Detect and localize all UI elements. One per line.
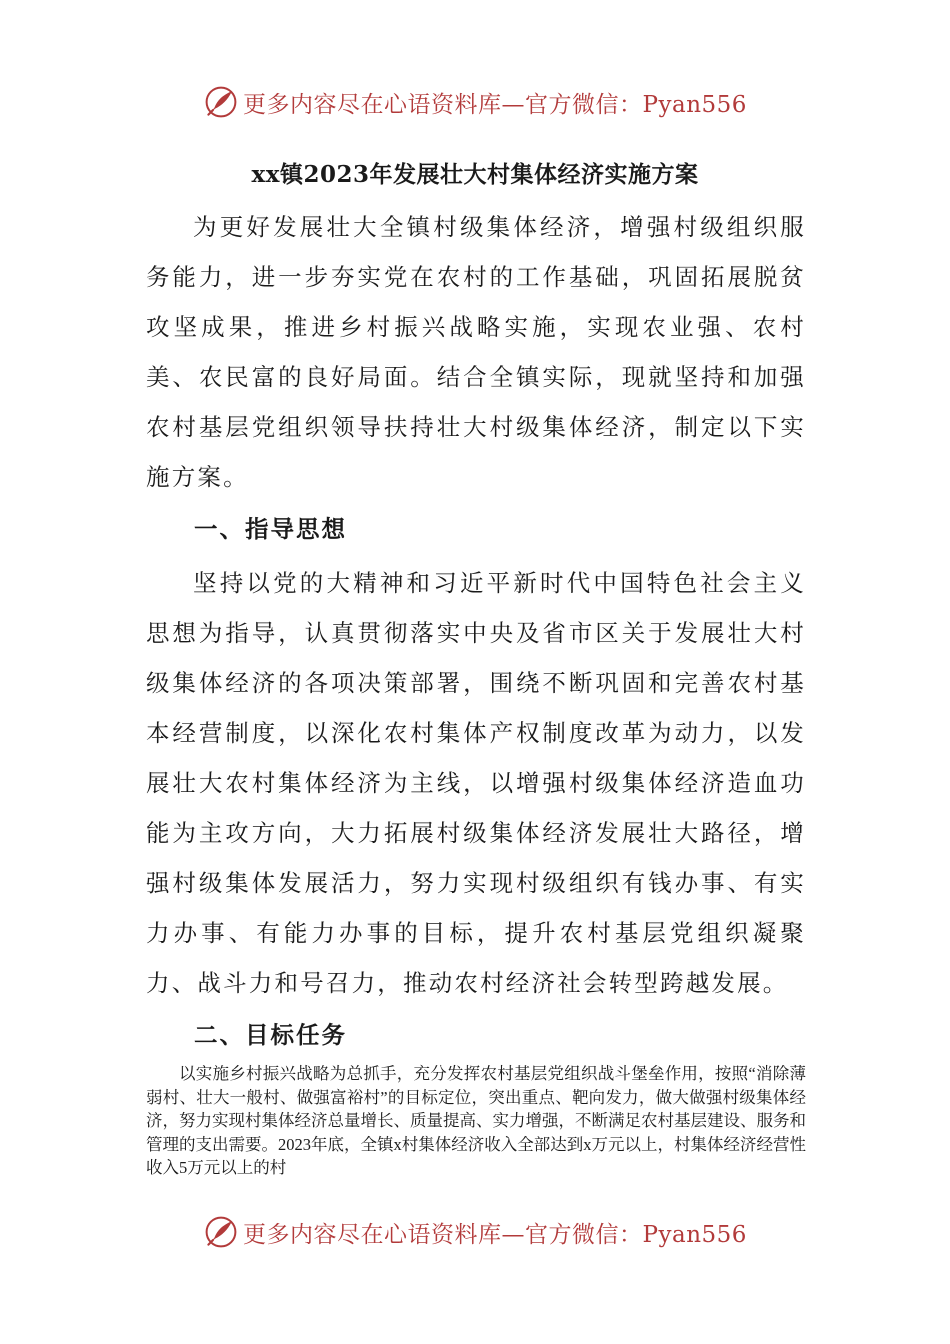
- quill-logo-icon: [203, 84, 239, 120]
- header-watermark-text: 更多内容尽在心语资料库—官方微信：Pyan556: [243, 91, 747, 118]
- intro-paragraph: 为更好发展壮大全镇村级集体经济，增强村级组织服务能力，进一步夯实党在农村的工作基础，巩固拓展脱贫攻坚成果，推进乡村振兴战略实施，实现农业强、农村美、农民富的良好局面。结合全镇实际，现就坚持和加强农村基层党组织领导扶持壮大村级集体经济，制定以下实施方案。: [146, 213, 806, 491]
- header-watermark-banner: [0, 80, 950, 124]
- footer-watermark-text: 更多内容尽在心语资料库—官方微信：Pyan556: [243, 1221, 747, 1248]
- quill-logo-icon: [203, 1214, 239, 1250]
- guiding-ideology-paragraph: 坚持以党的大精神和习近平新时代中国特色社会主义思想为指导，认真贯彻落实中央及省市区关于发展壮大村级集体经济的各项决策部署，围绕不断巩固和完善农村基本经营制度，以深化农村集体产权制度改革为动力，以发展壮大农村集体经济为主线，以增强村级集体经济造血功能为主攻方向，大力拓展村级集体经济发展壮大路径，增强村级集体发展活力，努力实现村级组织有钱办事、有实力办事、有能力办事的目标，提升农村基层党组织凝聚力、战斗力和号召力，推动农村经济社会转型跨越发展。: [146, 569, 806, 997]
- document-title: xx镇2023年发展壮大村集体经济实施方案: [251, 161, 699, 188]
- section-heading-goals-tasks: 二、目标任务: [194, 1021, 347, 1049]
- section-heading-guiding-ideology: 一、指导思想: [194, 515, 347, 543]
- goals-tasks-paragraph: 以实施乡村振兴战略为总抓手，充分发挥农村基层党组织战斗堡垒作用，按照“消除薄弱村、壮大一般村、做强富裕村”的目标定位，突出重点、靶向发力，做大做强村级集体经济，努力实现村集体经济总量增长、质量提高、实力增强，不断满足农村基层建设、服务和管理的支出需要。2023年底，全镇x村集体经济收入全部达到x万元以上，村集体经济经营性收入5万元以上的村: [146, 1064, 806, 1177]
- footer-watermark-banner: [0, 1210, 950, 1254]
